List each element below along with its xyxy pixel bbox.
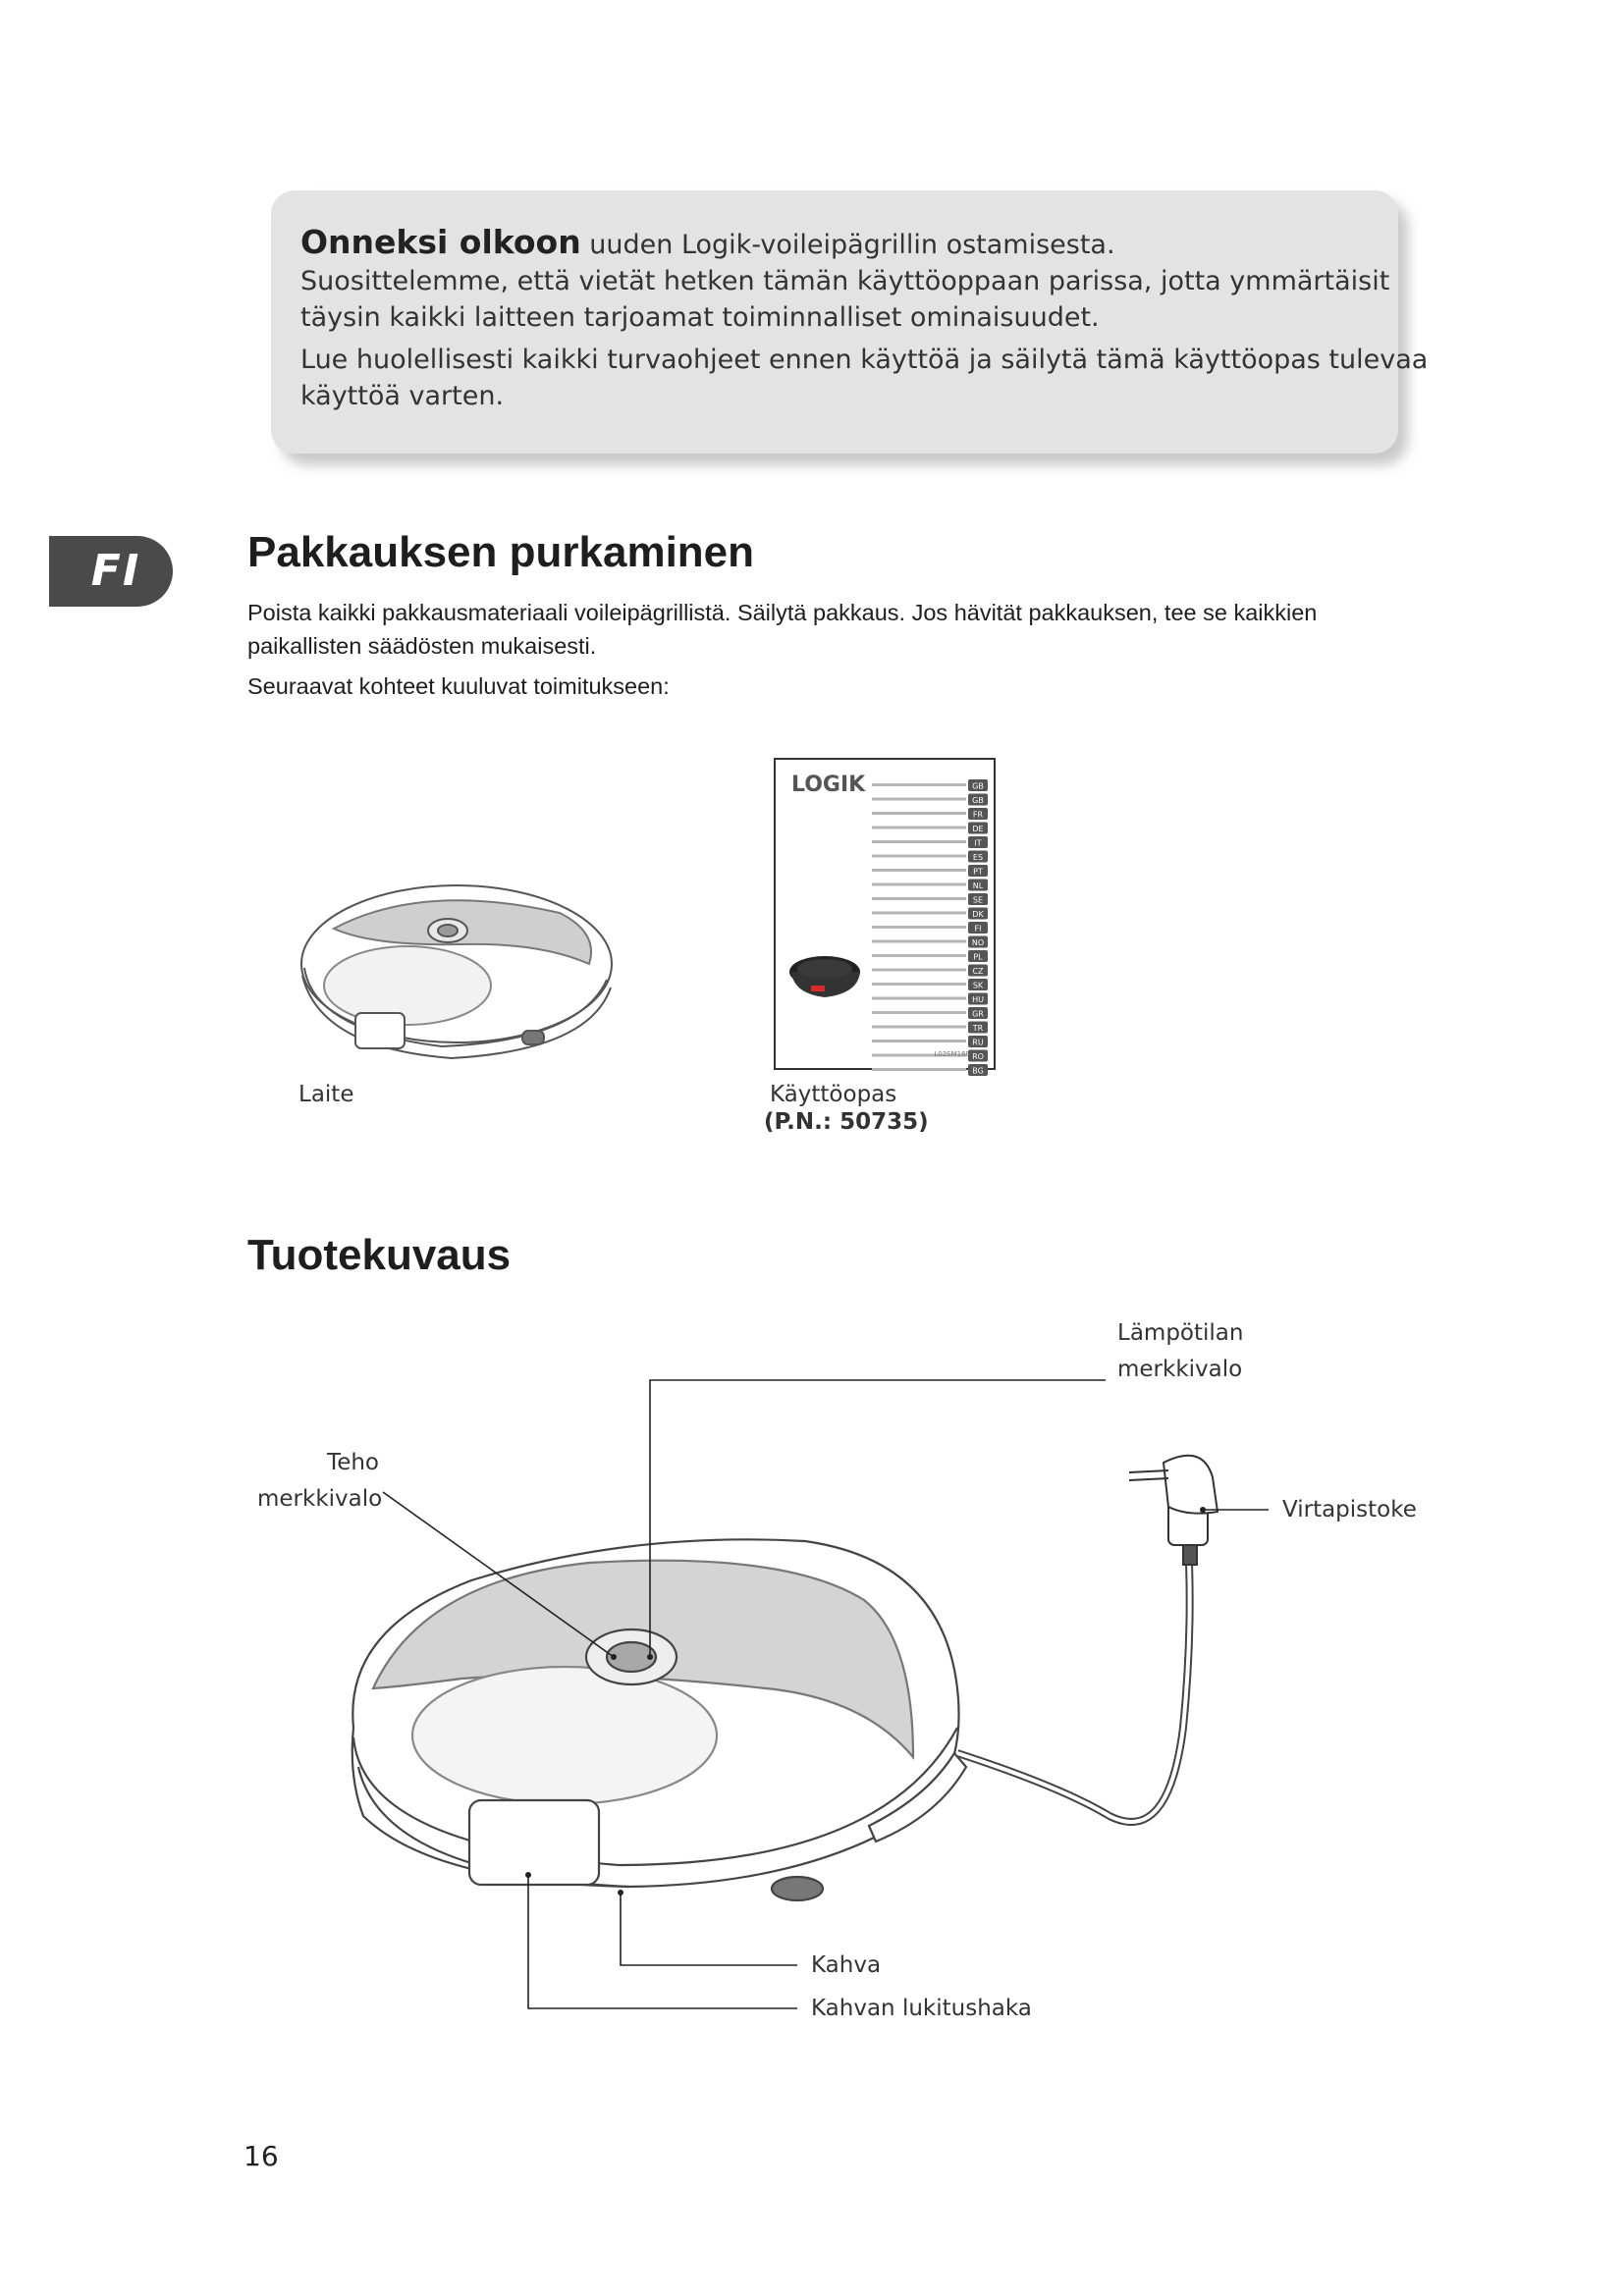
manual-lang-code: GB (972, 781, 984, 791)
intro-line-4: Lue huolellisesti kaikki turvaohjeet ennen käyttöä ja säilytä tämä käyttöopas tulevaa (300, 345, 1429, 375)
label-power-light-2: merkkivalo (257, 1486, 383, 1512)
manual-lang-code: RO (972, 1052, 984, 1061)
power-cord (957, 1541, 1190, 1822)
manual-lang-code: NL (972, 881, 984, 890)
manual-lang-code: RU (972, 1038, 984, 1047)
manual-lang-code: CZ (972, 967, 984, 976)
manual-lang-code: SK (972, 981, 984, 990)
language-tab: FI (49, 536, 173, 607)
label-handle: Kahva (811, 1952, 882, 1978)
label-handle-lock: Kahvan lukitushaka (811, 1996, 1032, 2021)
intro-lead-rest: uuden Logik-voileipägrillin ostamisesta. (580, 230, 1115, 260)
manual-lang-code: ES (972, 853, 984, 862)
manual-lang-code: GB (972, 796, 984, 805)
appliance-caption: Laite (298, 1082, 354, 1107)
manual-lang-code: FR (972, 810, 984, 820)
leader-handle (621, 1893, 797, 1965)
manual-lang-code: HU (972, 995, 984, 1004)
manual-lang-code: PT (973, 867, 983, 877)
unpacking-para1-line2: paikallisten säädösten mukaisesti. (247, 633, 597, 659)
appliance-handle (469, 1800, 599, 1885)
manual-lang-code: PL (973, 952, 983, 962)
label-power-light-1: Teho (327, 1450, 379, 1475)
manual-lang-code: IT (974, 838, 982, 848)
manual-lang-code: NO (971, 938, 985, 947)
intro-lead: Onneksi olkoon (300, 223, 581, 261)
appliance-foot (772, 1877, 823, 1900)
manual-lang-code: GR (972, 1009, 984, 1019)
intro-line-5: käyttöä varten. (300, 381, 505, 411)
manual-brand: LOGIK (791, 773, 866, 797)
label-plug: Virtapistoke (1282, 1497, 1417, 1522)
intro-line-3: täysin kaikki laitteen tarjoamat toiminnalliset ominaisuudet. (300, 302, 1100, 333)
product-heading: Tuotekuvaus (247, 1231, 512, 1279)
intro-line-2: Suosittelemme, että vietät hetken tämän käyttöoppaan parissa, jotta ymmärtäisit (300, 266, 1390, 296)
manual-lang-code: SE (972, 895, 984, 905)
appliance-window (412, 1667, 717, 1804)
manual-lang-code: FI (974, 924, 982, 934)
label-temperature-light-1: Lämpötilan (1117, 1320, 1244, 1346)
manual-lang-code: DK (972, 910, 984, 919)
page-number: 16 (244, 2140, 279, 2172)
manual-caption: Käyttöopas (770, 1082, 897, 1107)
manual-lang-code: DE (972, 825, 984, 833)
manual-lang-code: TR (972, 1024, 984, 1033)
unpacking-para2: Seuraavat kohteet kuuluvat toimitukseen: (247, 673, 670, 699)
manual-model: L02SM16E (934, 1050, 970, 1058)
label-temperature-light-2: merkkivalo (1117, 1357, 1243, 1382)
leader-handle-lock (528, 1875, 797, 2008)
manual-lang-code: BG (972, 1066, 984, 1076)
manual-part-number: (P.N.: 50735) (764, 1109, 929, 1135)
unpacking-heading: Pakkauksen purkaminen (247, 528, 755, 576)
unpacking-para1-line1: Poista kaikki pakkausmateriaali voileipägrillistä. Säilytä pakkaus. Jos hävität pakkauksen, tee se kaikkien (247, 600, 1318, 625)
